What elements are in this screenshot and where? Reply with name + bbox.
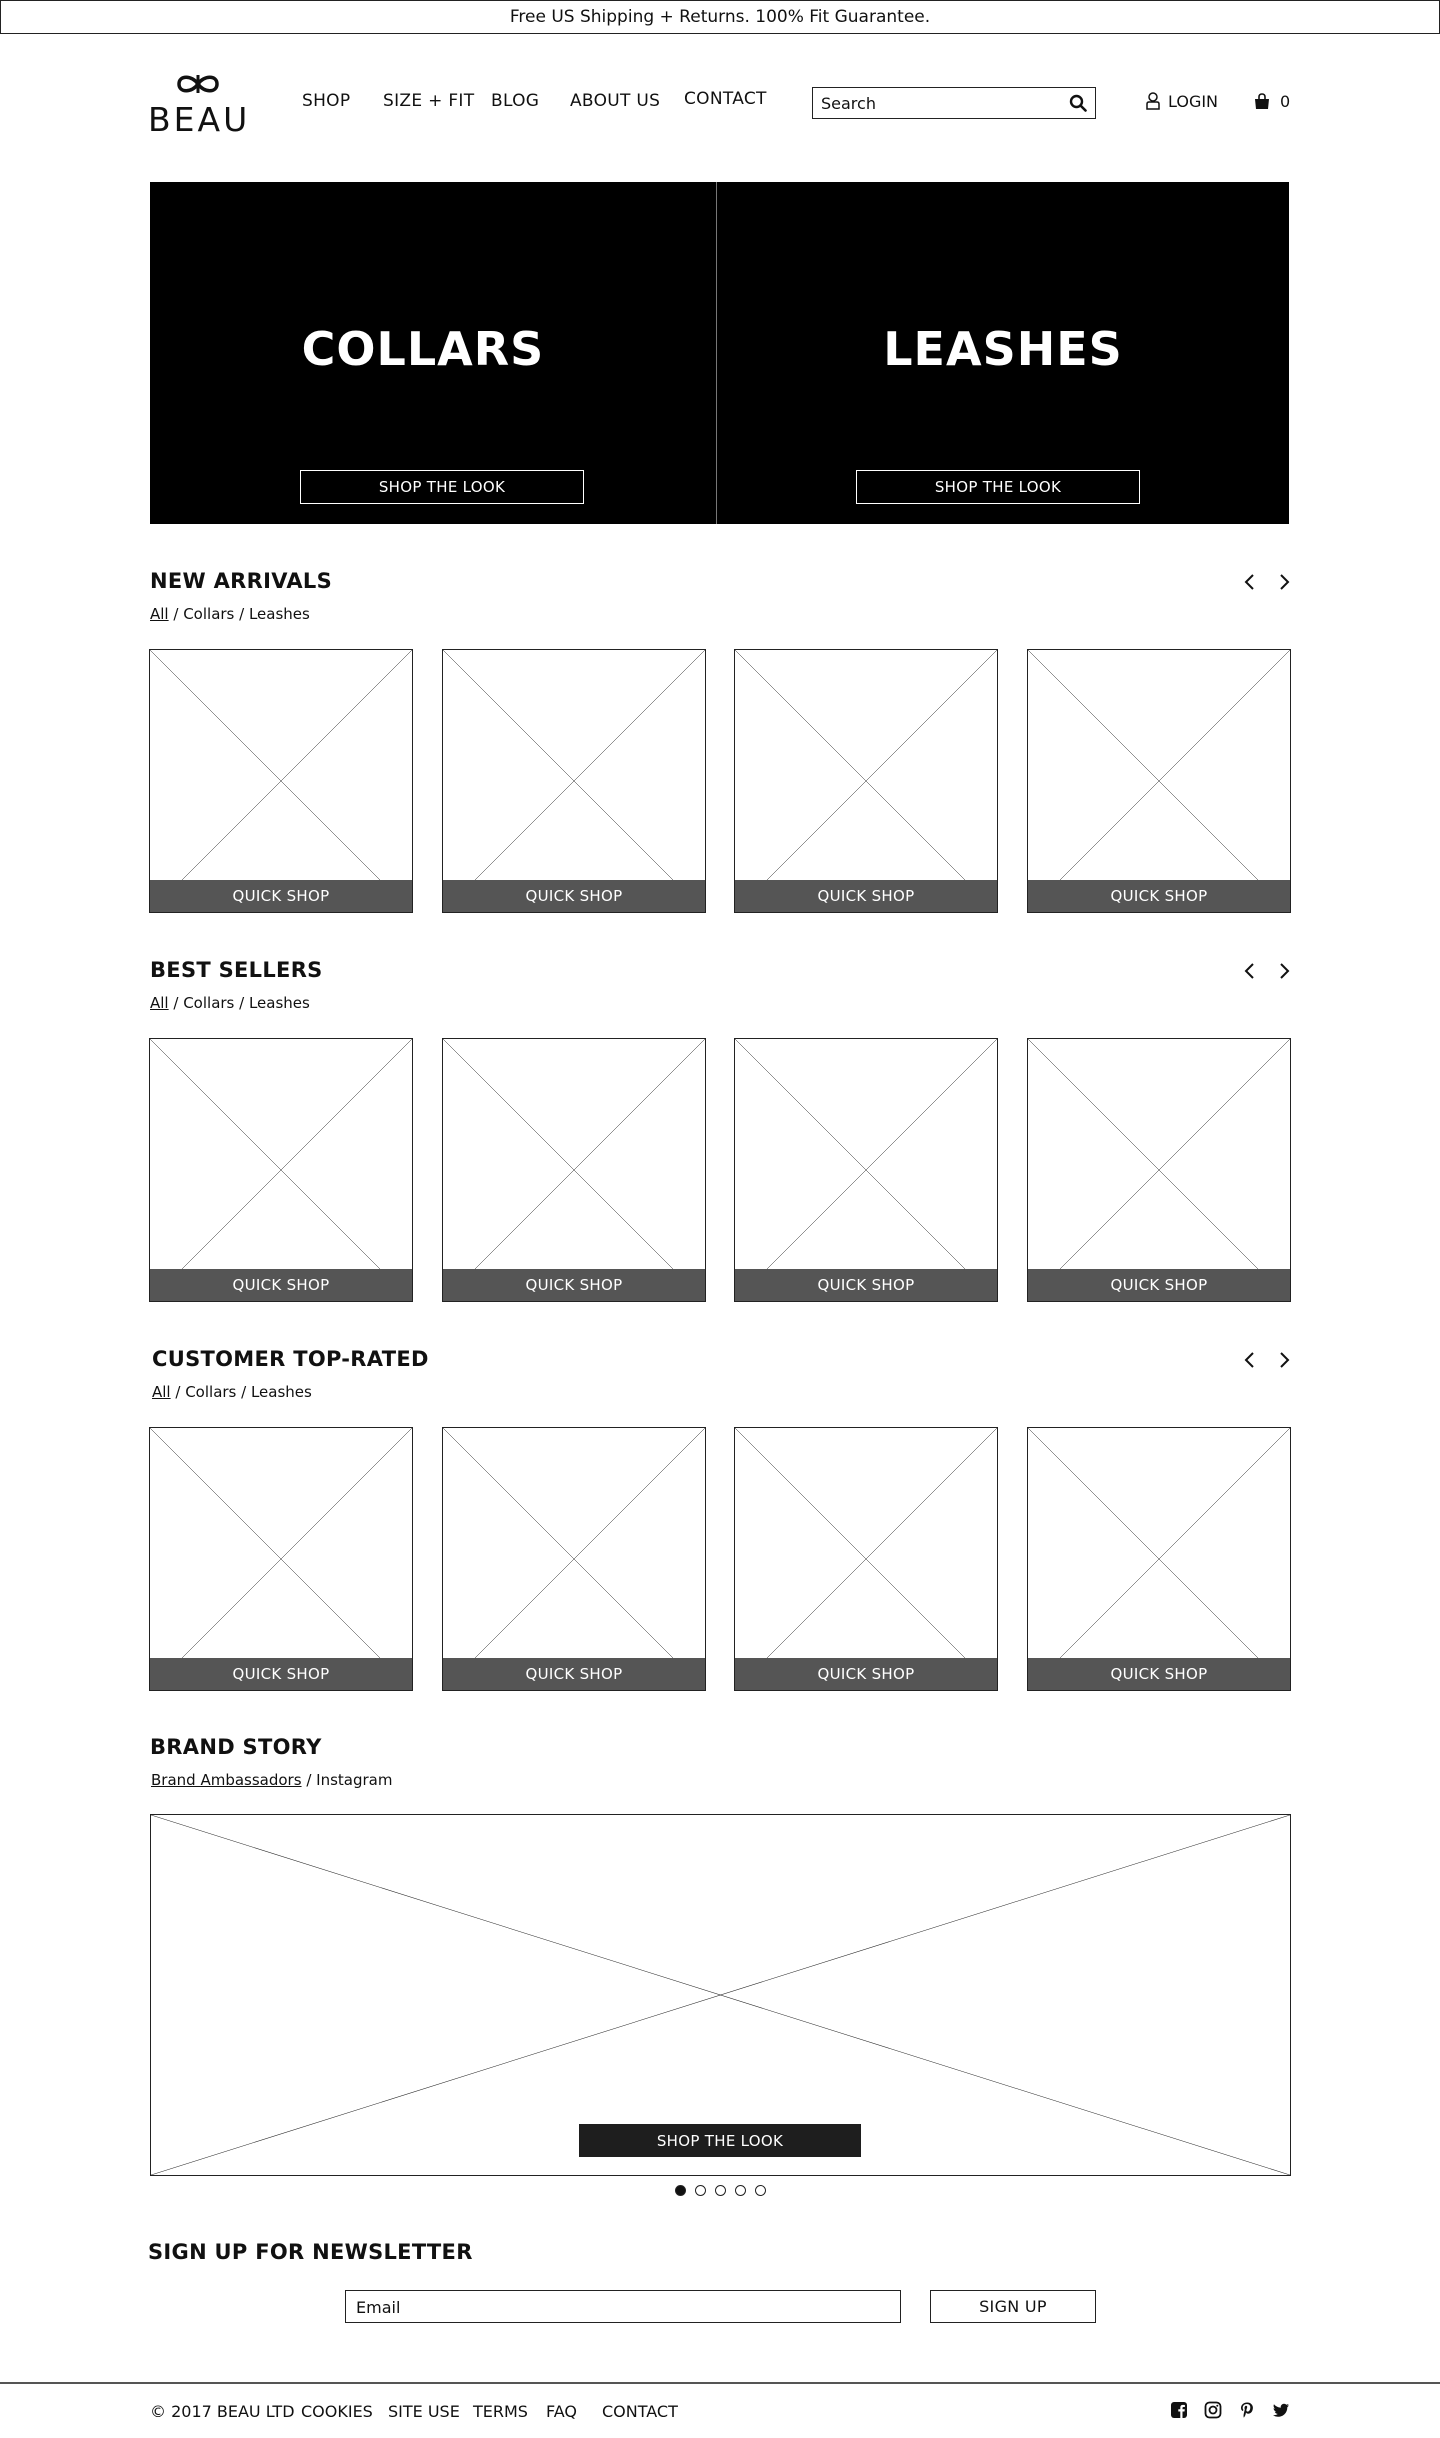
sign-up-button[interactable]: SIGN UP: [930, 2290, 1096, 2323]
instagram-icon[interactable]: [1204, 2401, 1222, 2419]
email-field[interactable]: [356, 2296, 876, 2318]
chevron-left-icon[interactable]: [1240, 961, 1260, 981]
filter-separator: /: [234, 605, 249, 623]
copyright: © 2017 BEAU LTD: [150, 2402, 295, 2421]
filter-separator: /: [236, 1383, 251, 1401]
quick-shop-button[interactable]: QUICK SHOP: [1028, 1269, 1290, 1301]
carousel-dot[interactable]: [675, 2185, 686, 2196]
hero-title-leashes: LEASHES: [883, 322, 1123, 376]
product-card[interactable]: [734, 1038, 998, 1302]
footer-link-terms[interactable]: TERMS: [473, 2402, 528, 2421]
product-card[interactable]: [149, 649, 413, 913]
product-card[interactable]: [149, 1427, 413, 1691]
search-box: [812, 87, 1096, 119]
filter-tabs-new-arrivals: [150, 605, 310, 623]
filter-collars[interactable]: Collars: [183, 994, 235, 1012]
brand-name: BEAU: [148, 100, 251, 139]
shipping-banner: [0, 0, 1440, 34]
filter-all[interactable]: All: [150, 605, 169, 623]
pinterest-icon[interactable]: [1238, 2401, 1256, 2419]
cart-count: 0: [1280, 91, 1291, 111]
image-placeholder: [735, 1039, 997, 1301]
login-label: LOGIN: [1168, 91, 1219, 111]
image-placeholder: [443, 650, 705, 912]
image-placeholder: [150, 1039, 412, 1301]
quick-shop-button[interactable]: QUICK SHOP: [443, 880, 705, 912]
filter-separator: /: [234, 994, 249, 1012]
chevron-right-icon[interactable]: [1274, 1350, 1294, 1370]
filter-all[interactable]: All: [152, 1383, 171, 1401]
image-placeholder: [150, 1428, 412, 1690]
image-placeholder: [443, 1039, 705, 1301]
newsletter-email-box: [345, 2290, 901, 2323]
section-title-customer-top-rated: CUSTOMER TOP-RATED: [152, 1347, 429, 1371]
carousel-dot[interactable]: [695, 2185, 706, 2196]
shop-the-look-brand-story-button[interactable]: SHOP THE LOOK: [579, 2124, 861, 2157]
image-placeholder: [443, 1428, 705, 1690]
carousel-dot[interactable]: [755, 2185, 766, 2196]
section-title-brand-story: BRAND STORY: [150, 1735, 322, 1759]
footer-link-site-use[interactable]: SITE USE: [388, 2402, 460, 2421]
filter-tabs-best-sellers: [150, 994, 310, 1012]
carousel-dot[interactable]: [735, 2185, 746, 2196]
nav-shop[interactable]: SHOP: [302, 91, 351, 111]
product-card[interactable]: [734, 1427, 998, 1691]
filter-leashes[interactable]: Leashes: [250, 1383, 312, 1401]
image-placeholder: [151, 1815, 1290, 2175]
product-card[interactable]: [1027, 1038, 1291, 1302]
chevron-left-icon[interactable]: [1240, 1350, 1260, 1370]
filter-leashes[interactable]: Leashes: [248, 994, 310, 1012]
image-placeholder: [735, 650, 997, 912]
tab-separator: /: [301, 1771, 317, 1789]
image-placeholder: [150, 650, 412, 912]
shop-the-look-leashes-button[interactable]: SHOP THE LOOK: [856, 470, 1140, 504]
product-card[interactable]: [442, 1038, 706, 1302]
shop-the-look-collars-button[interactable]: SHOP THE LOOK: [300, 470, 584, 504]
footer-link-faq[interactable]: FAQ: [546, 2402, 577, 2421]
newsletter-title: SIGN UP FOR NEWSLETTER: [148, 2240, 473, 2264]
image-placeholder: [735, 1428, 997, 1690]
quick-shop-button[interactable]: QUICK SHOP: [443, 1658, 705, 1690]
nav-blog[interactable]: BLOG: [491, 91, 540, 111]
tab-brand-ambassadors[interactable]: Brand Ambassadors: [151, 1771, 302, 1789]
filter-separator: /: [168, 605, 184, 623]
nav-size-fit[interactable]: SIZE + FIT: [383, 91, 475, 111]
banner-text: Free US Shipping + Returns. 100% Fit Guarantee.: [509, 7, 931, 27]
search-input[interactable]: [821, 92, 1051, 114]
product-card[interactable]: [734, 649, 998, 913]
brand-story-image: [150, 1814, 1291, 2176]
footer-link-cookies[interactable]: COOKIES: [301, 2402, 373, 2421]
quick-shop-button[interactable]: QUICK SHOP: [150, 1269, 412, 1301]
section-title-best-sellers: BEST SELLERS: [150, 958, 323, 982]
product-card[interactable]: [442, 649, 706, 913]
product-card[interactable]: [149, 1038, 413, 1302]
quick-shop-button[interactable]: QUICK SHOP: [150, 1658, 412, 1690]
image-placeholder: [1028, 650, 1290, 912]
product-card[interactable]: [1027, 649, 1291, 913]
search-icon[interactable]: [1069, 94, 1087, 112]
filter-collars[interactable]: Collars: [183, 605, 235, 623]
nav-about-us[interactable]: ABOUT US: [570, 91, 661, 111]
quick-shop-button[interactable]: QUICK SHOP: [150, 880, 412, 912]
carousel-dot[interactable]: [715, 2185, 726, 2196]
chevron-right-icon[interactable]: [1274, 961, 1294, 981]
section-title-new-arrivals: NEW ARRIVALS: [150, 569, 332, 593]
login-link[interactable]: [1146, 90, 1218, 112]
infinity-bow-icon: [175, 72, 221, 96]
hero-title-collars: COLLARS: [301, 322, 545, 376]
quick-shop-button[interactable]: QUICK SHOP: [735, 1269, 997, 1301]
twitter-icon[interactable]: [1272, 2401, 1290, 2419]
cart-link[interactable]: [1254, 90, 1290, 112]
footer-link-contact[interactable]: CONTACT: [602, 2402, 678, 2421]
hero-panel-leashes[interactable]: [717, 182, 1289, 524]
quick-shop-button[interactable]: QUICK SHOP: [735, 1658, 997, 1690]
quick-shop-button[interactable]: QUICK SHOP: [443, 1269, 705, 1301]
quick-shop-button[interactable]: QUICK SHOP: [1028, 880, 1290, 912]
nav-contact[interactable]: CONTACT: [684, 89, 767, 109]
filter-separator: /: [168, 994, 184, 1012]
tab-instagram[interactable]: Instagram: [316, 1771, 393, 1789]
chevron-left-icon[interactable]: [1240, 572, 1260, 592]
facebook-icon[interactable]: [1170, 2401, 1188, 2419]
image-placeholder: [1028, 1039, 1290, 1301]
hero-banner: [150, 182, 1289, 524]
product-card[interactable]: [1027, 1427, 1291, 1691]
user-icon: [1146, 92, 1160, 110]
filter-leashes[interactable]: Leashes: [248, 605, 310, 623]
brand-story-tabs: [151, 1771, 392, 1789]
brand-logo[interactable]: [148, 70, 251, 139]
image-placeholder: [1028, 1428, 1290, 1690]
filter-all[interactable]: All: [150, 994, 169, 1012]
quick-shop-button[interactable]: QUICK SHOP: [1028, 1658, 1290, 1690]
filter-separator: /: [170, 1383, 186, 1401]
hero-panel-collars[interactable]: [150, 182, 716, 524]
product-card[interactable]: [442, 1427, 706, 1691]
footer-divider: [0, 2382, 1440, 2384]
chevron-right-icon[interactable]: [1274, 572, 1294, 592]
shopping-bag-icon: [1254, 93, 1270, 110]
filter-tabs-customer-top-rated: [152, 1383, 312, 1401]
quick-shop-button[interactable]: QUICK SHOP: [735, 880, 997, 912]
filter-collars[interactable]: Collars: [185, 1383, 237, 1401]
